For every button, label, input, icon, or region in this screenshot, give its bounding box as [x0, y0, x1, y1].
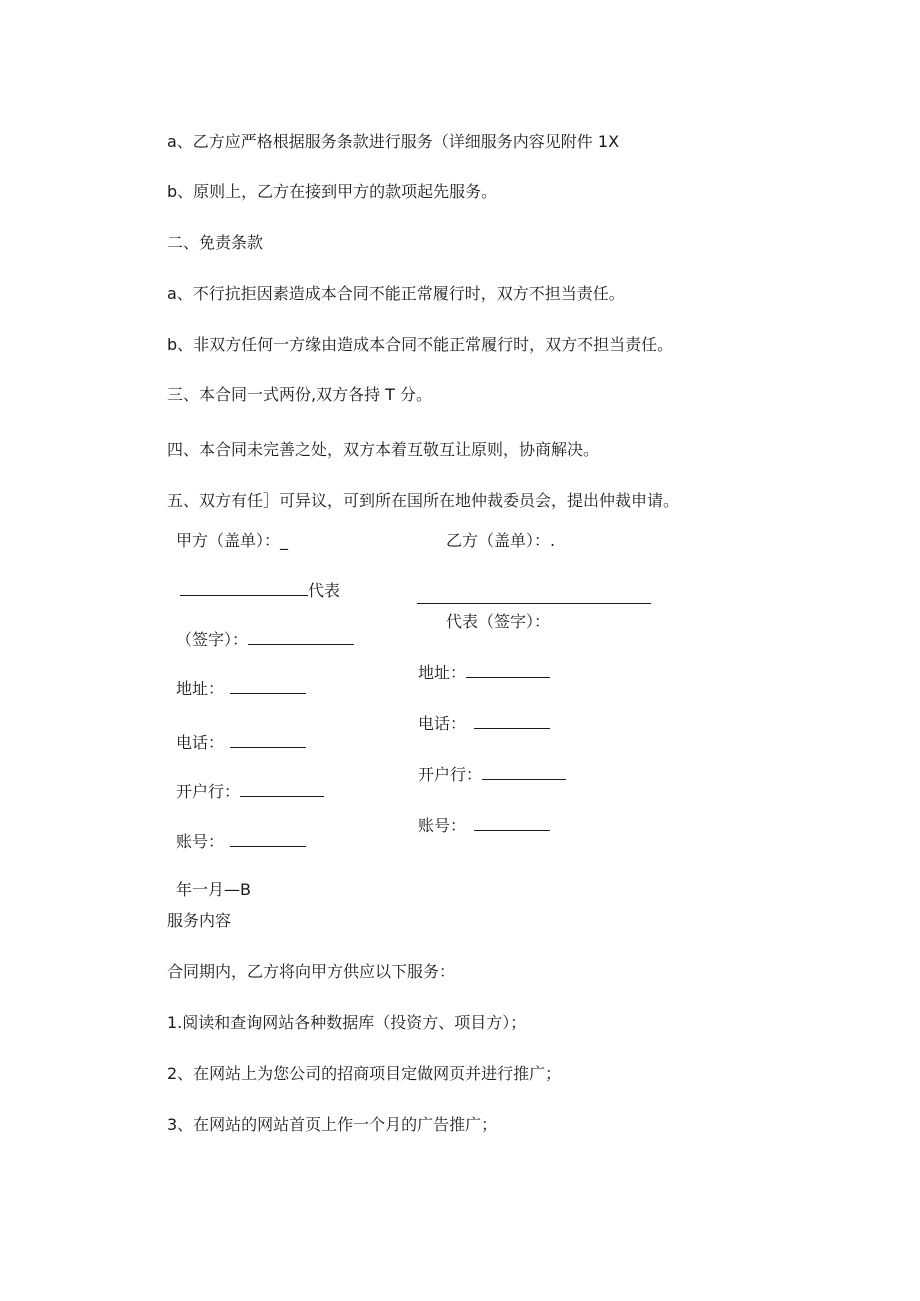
- party-a-address-blank: [230, 679, 306, 694]
- section-three-copies: 三、本合同一式两份,双方各持 T 分。: [167, 385, 433, 404]
- party-a-phone-label: 电话：: [176, 733, 225, 752]
- party-a-representative: [180, 581, 340, 601]
- party-b-representative-signature: 代表（签字）：: [446, 612, 551, 631]
- party-b-address-label: 地址：: [418, 663, 467, 682]
- party-a-account-label: 账号：: [176, 832, 225, 851]
- party-b-account: [418, 816, 550, 836]
- annex-item-3: 3、在网站的网站首页上作一个月的广告推广；: [167, 1115, 498, 1134]
- section-five-arbitration: 五、双方有任］可异议，可到所在国所在地仲裁委员会，提出仲裁申请。: [167, 491, 680, 510]
- section-heading-disclaimer: 二、免责条款: [167, 233, 264, 252]
- clause-b-payment: b、原则上，乙方在接到甲方的款项起先服务。: [167, 182, 498, 201]
- party-b-bank-blank: [482, 765, 566, 780]
- party-a-account-blank: [230, 832, 306, 847]
- party-b-address-blank: [466, 663, 550, 678]
- party-b-phone-blank: [474, 714, 550, 729]
- party-a-bank-label: 开户行：: [176, 782, 241, 801]
- clause-a-force-majeure: a、不行抗拒因素造成本合同不能正常履行时，双方不担当责任。: [167, 284, 625, 303]
- annex-title: 服务内容: [167, 911, 232, 930]
- party-a-address: [176, 679, 306, 699]
- party-a-rep-label: 代表: [308, 581, 341, 600]
- party-b-seal: 乙方（盖单）：.: [446, 531, 556, 550]
- party-b-phone: [418, 714, 550, 734]
- annex-item-1: 1.阅读和查询网站各种数据库（投资方、项目方）；: [167, 1013, 527, 1032]
- party-a-seal: 甲方（盖单）：_: [176, 531, 289, 550]
- party-a-rep-blank: [180, 581, 308, 596]
- party-b-account-label: 账号：: [418, 816, 467, 835]
- clause-a-service: a、乙方应严格根据服务条款进行服务（详细服务内容见附件 1X: [167, 132, 620, 151]
- party-b-seal-rule: [417, 603, 651, 604]
- party-a-account: [176, 832, 306, 852]
- party-b-bank-label: 开户行：: [418, 765, 483, 784]
- party-a-phone-blank: [230, 733, 306, 748]
- party-a-sign-blank: [248, 630, 354, 645]
- section-four-negotiation: 四、本合同未完善之处，双方本着互敬互让原则，协商解决。: [167, 440, 600, 459]
- party-a-bank: [176, 782, 324, 802]
- party-a-signature: [176, 630, 354, 650]
- party-b-address: [418, 663, 550, 683]
- party-a-sign-label: （签字）：: [176, 630, 249, 649]
- party-a-address-label: 地址：: [176, 679, 225, 698]
- party-a-bank-blank: [240, 782, 324, 797]
- clause-b-third-party: b、非双方任何一方缘由造成本合同不能正常履行时，双方不担当责任。: [167, 335, 674, 354]
- party-b-account-blank: [474, 816, 550, 831]
- date-line: 年一月—B: [176, 880, 251, 899]
- annex-intro: 合同期内，乙方将向甲方供应以下服务：: [167, 962, 456, 981]
- annex-item-2: 2、在网站上为您公司的招商项目定做网页并进行推广；: [167, 1064, 562, 1083]
- party-b-phone-label: 电话：: [418, 714, 467, 733]
- party-a-phone: [176, 733, 306, 753]
- party-b-bank: [418, 765, 566, 785]
